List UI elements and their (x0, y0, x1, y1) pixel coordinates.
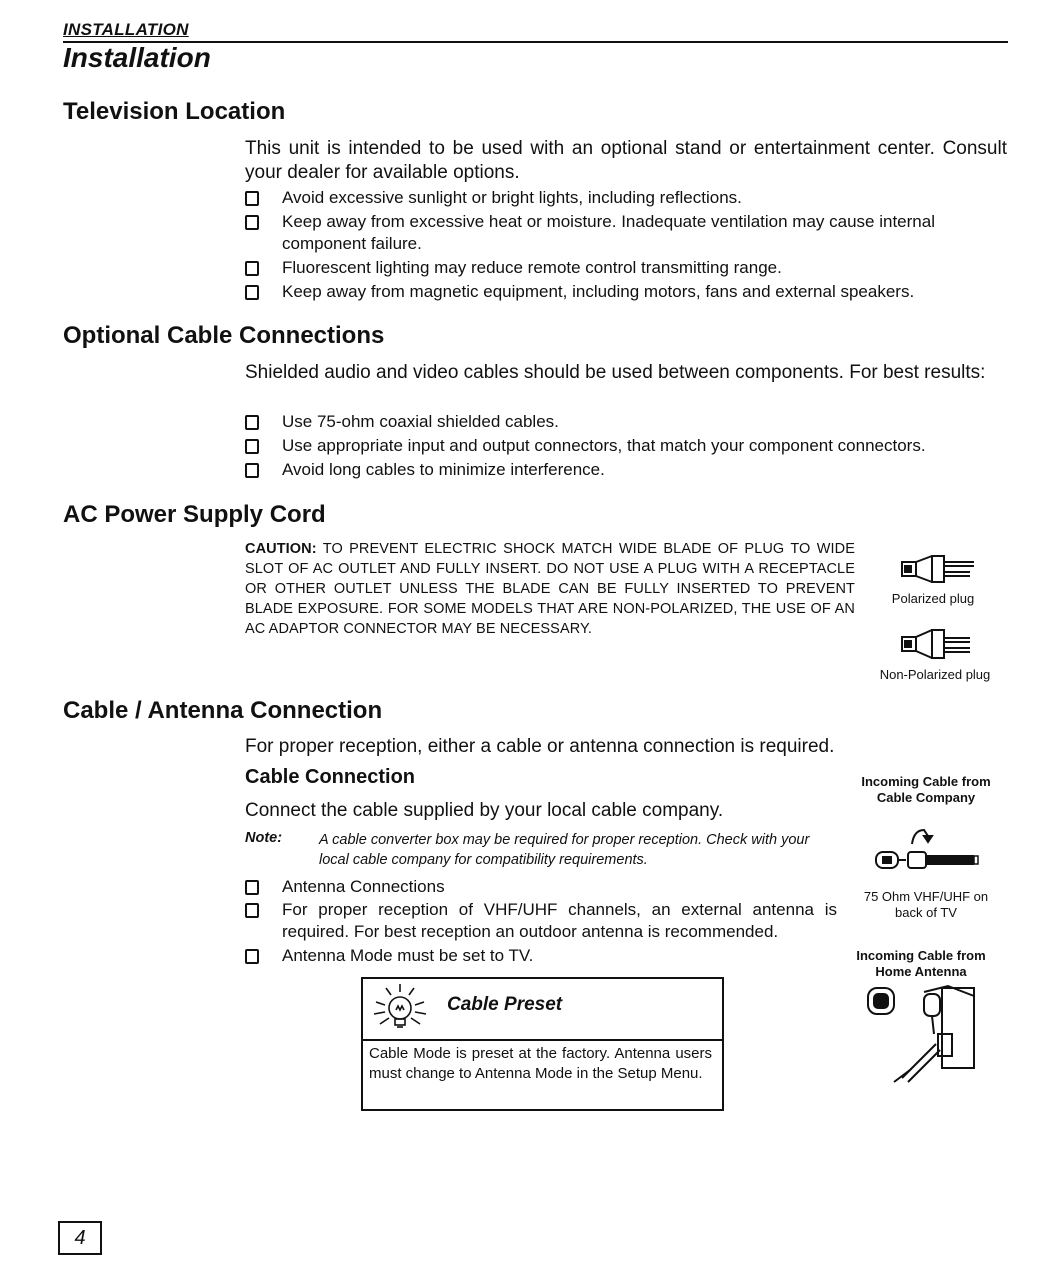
incoming-cable-company-caption: Incoming Cable from Cable Company (861, 774, 991, 805)
checkbox-bullet-icon (245, 285, 259, 300)
non-polarized-plug-icon (896, 626, 982, 664)
checkbox-bullet-icon (245, 439, 259, 454)
tv-location-intro: This unit is intended to be used with an optional stand or entertainment center. Consult your dealer for available options. (245, 138, 1007, 183)
cable-connection-text: Connect the cable supplied by your local cable company. (245, 800, 724, 821)
incoming-antenna-caption: Incoming Cable from Home Antenna (856, 948, 986, 979)
antenna-bullet: Antenna Connections (282, 876, 837, 898)
checkbox-bullet-icon (245, 903, 259, 918)
checkbox-bullet-icon (245, 880, 259, 895)
vhf-uhf-caption: 75 Ohm VHF/UHF on back of TV (863, 889, 989, 920)
checkbox-bullet-icon (245, 215, 259, 230)
tv-location-bullet: Keep away from excessive heat or moisture. Inadequate ventilation may cause internal component failure. (282, 211, 1007, 255)
cable-preset-text: Cable Mode is preset at the factory. Antenna users must change to Antenna Mode in the Setup Menu. (369, 1045, 712, 1082)
section-heading-cable-connections: Optional Cable Connections (63, 322, 385, 349)
section-heading-tv-location: Television Location (63, 98, 286, 125)
coaxial-cable-connector-icon (872, 822, 982, 878)
cable-antenna-intro: For proper reception, either a cable or antenna connection is required. (245, 736, 835, 757)
non-polarized-plug-caption: Non-Polarized plug (879, 667, 991, 682)
page-number: 4 (58, 1221, 102, 1255)
page-title: Installation (63, 42, 211, 73)
polarized-plug-icon (896, 552, 982, 588)
tv-location-bullet: Avoid excessive sunlight or bright lights, including reflections. (282, 187, 1007, 209)
cable-connections-bullet: Use 75-ohm coaxial shielded cables. (282, 411, 1007, 433)
checkbox-bullet-icon (245, 261, 259, 276)
caution-text: TO PREVENT ELECTRIC SHOCK MATCH WIDE BLADE OF PLUG TO WIDE SLOT OF AC OUTLET AND FULLY INSERT. DO NOT USE A PLUG WITH A RECEPTACLE OR OTHER OUTLET UNLESS THE BLADE CAN BE FULLY INSERTED TO PREVENT BLADE EXPOSURE. FOR SOME MODELS THAT ARE NON-POLARIZED, THE USE OF AN AC ADAPTOR CONNECTOR MAY BE NECESSARY. (245, 541, 855, 637)
checkbox-bullet-icon (245, 191, 259, 206)
antenna-wall-plate-icon (862, 982, 982, 1088)
cable-connection-subheading: Cable Connection (245, 766, 416, 788)
cable-connections-bullet: Use appropriate input and output connectors, that match your component connectors. (282, 435, 1007, 457)
note-label: Note: (245, 830, 283, 846)
antenna-bullet: For proper reception of VHF/UHF channels, an external antenna is required. For best reception an outdoor antenna is recommended. (282, 899, 837, 943)
cable-preset-divider (361, 1039, 722, 1041)
cable-preset-title: Cable Preset (447, 994, 563, 1015)
tv-location-bullet: Keep away from magnetic equipment, including motors, fans and external speakers. (282, 281, 1007, 303)
checkbox-bullet-icon (245, 415, 259, 430)
caution-label: CAUTION: (245, 541, 317, 557)
cable-connections-intro: Shielded audio and video cables should be used between components. For best results: (245, 362, 986, 383)
section-heading-cable-antenna: Cable / Antenna Connection (63, 697, 383, 724)
section-heading-ac-power: AC Power Supply Cord (63, 501, 326, 528)
tv-location-bullet: Fluorescent lighting may reduce remote control transmitting range. (282, 257, 1007, 279)
caution-paragraph (245, 539, 855, 639)
antenna-bullet: Antenna Mode must be set to TV. (282, 945, 837, 967)
checkbox-bullet-icon (245, 463, 259, 478)
polarized-plug-caption: Polarized plug (891, 591, 975, 606)
checkbox-bullet-icon (245, 949, 259, 964)
cable-connections-bullet: Avoid long cables to minimize interference. (282, 459, 1007, 481)
running-head: INSTALLATION (63, 20, 189, 39)
lightbulb-icon (368, 980, 432, 1034)
note-text: A cable converter box may be required for proper reception. Check with your local cable company for compatibility requirements. (319, 832, 810, 868)
